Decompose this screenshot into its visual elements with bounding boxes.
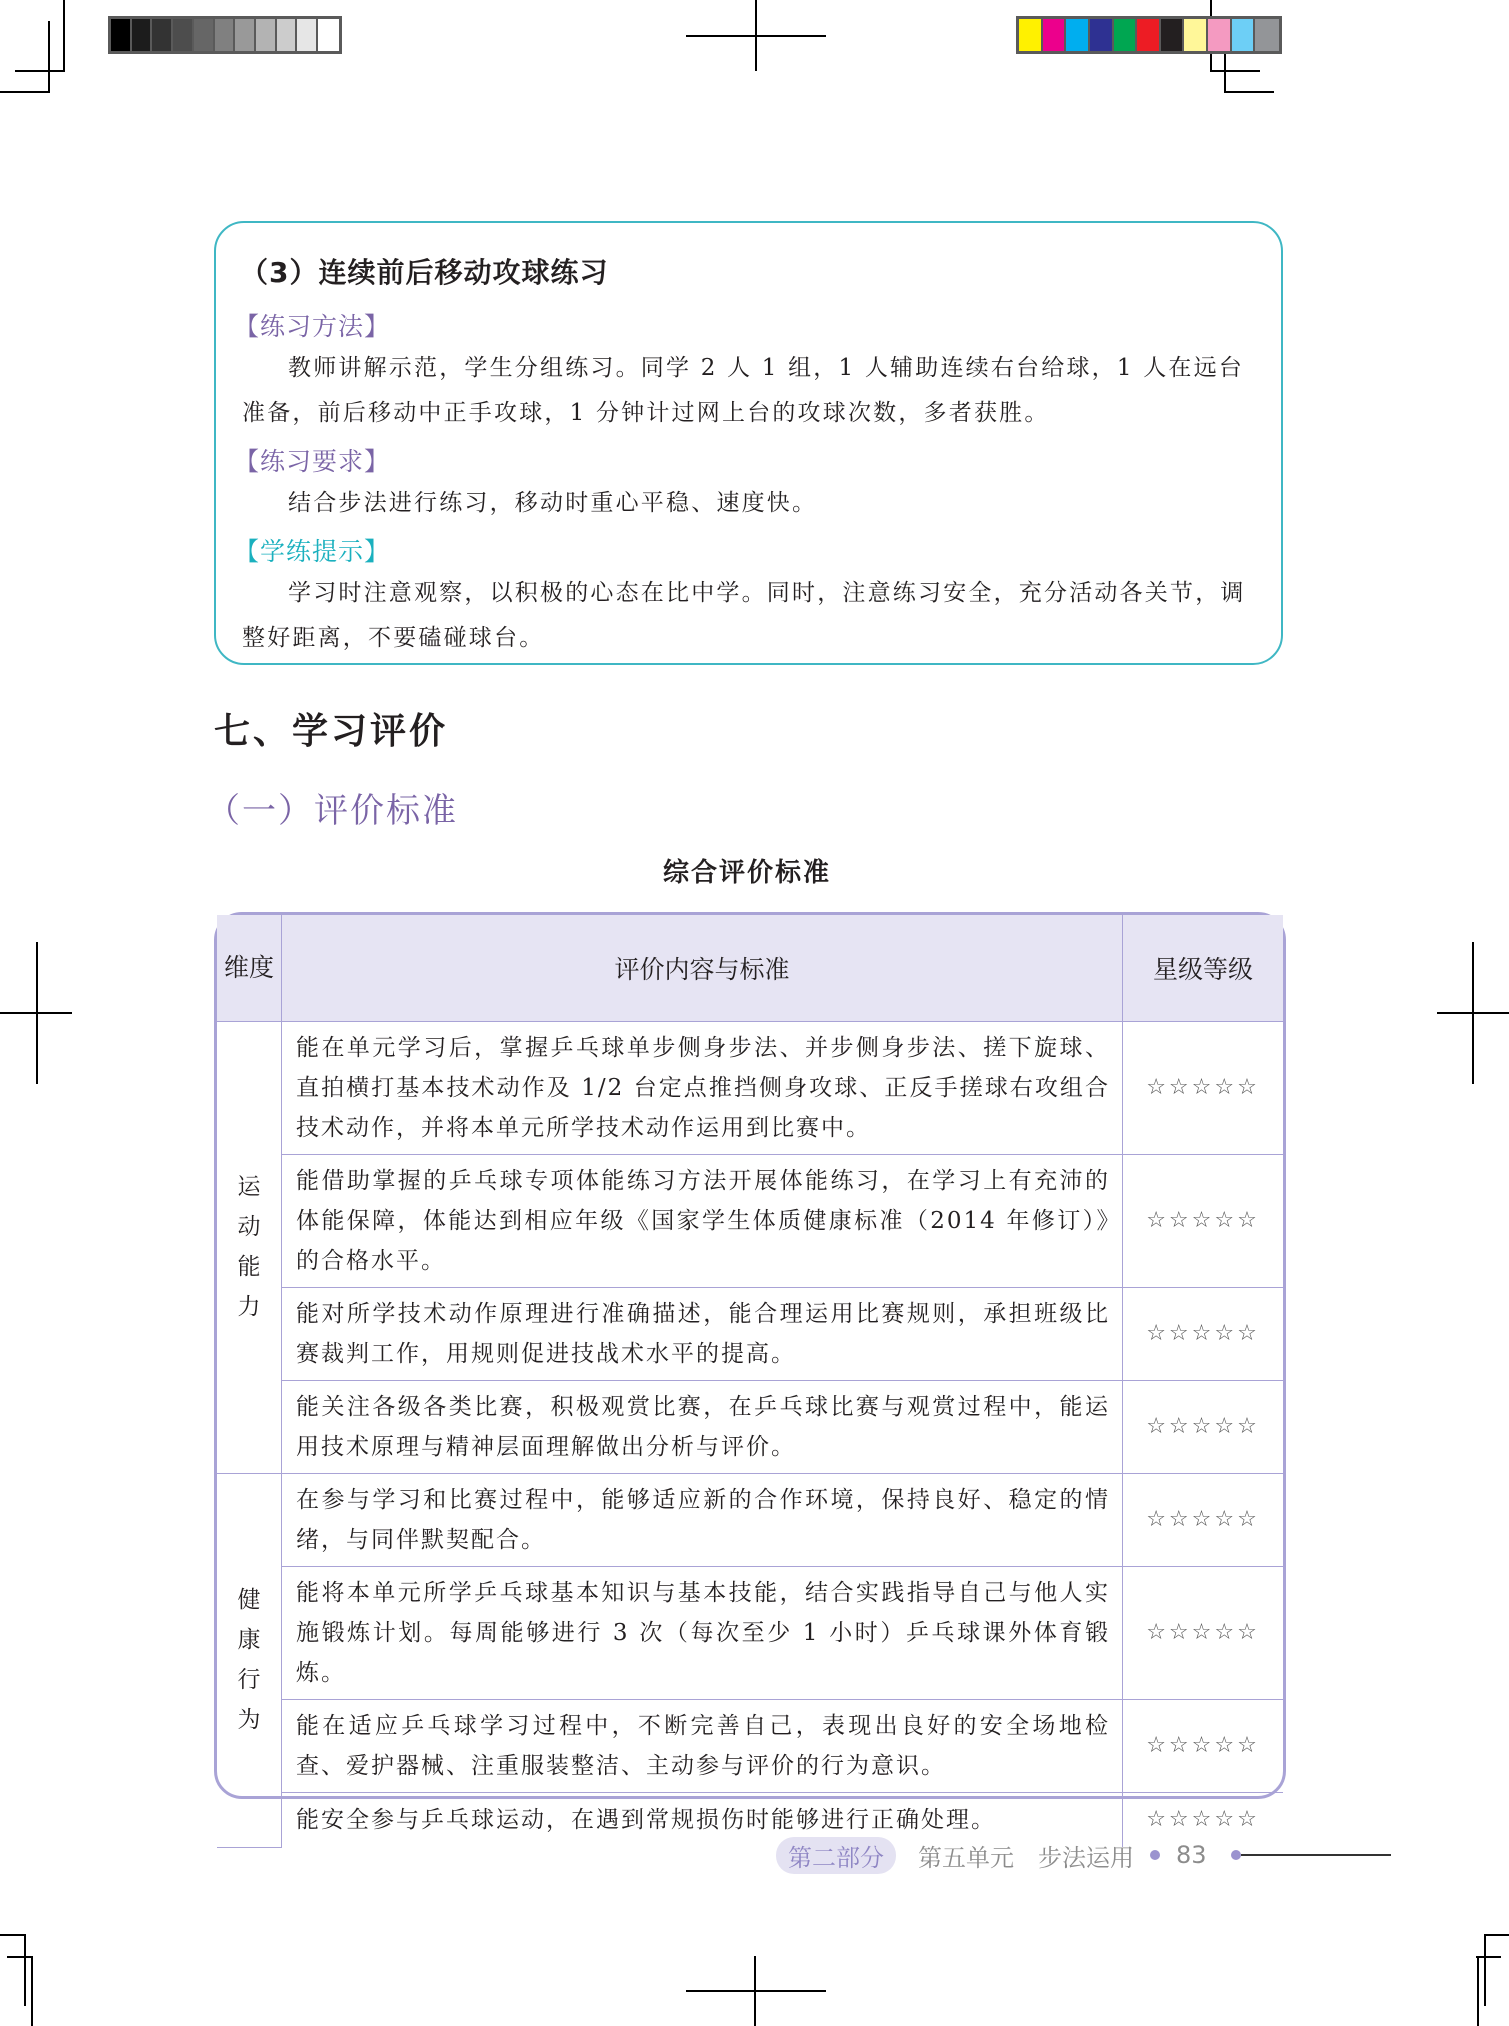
footer-topic: 步法运用 [1038, 1843, 1134, 1872]
tips-label: 【学练提示】 [234, 537, 391, 566]
tips-text: 学习时注意观察，以积极的心态在比中学。同时，注意练习安全，充分活动各关节，调整好距离，不要磕碰球台。 [242, 580, 1246, 651]
star-rating[interactable]: ☆☆☆☆☆ [1123, 1154, 1284, 1287]
criterion-cell: 能将本单元所学乒乓球基本知识与基本技能，结合实践指导自己与他人实施锻炼计划。每周能够进行 3 次（每次至少 1 小时）乒乓球课外体育锻炼。 [282, 1566, 1123, 1699]
dimension-label: 运动能力 [237, 1174, 261, 1320]
page-number: 83 [1176, 1841, 1207, 1869]
star-rating[interactable]: ☆☆☆☆☆ [1123, 1380, 1284, 1473]
color-swatch [1114, 19, 1138, 51]
table-row [217, 1473, 1283, 1566]
color-swatch [1184, 19, 1208, 51]
color-swatch [256, 19, 277, 51]
criterion-cell: 能关注各级各类比赛，积极观赏比赛，在乒乓球比赛与观赏过程中，能运用技术原理与精神层面理解做出分析与评价。 [282, 1380, 1123, 1473]
color-swatch [152, 19, 173, 51]
bullet-dot-icon [1150, 1850, 1160, 1860]
criterion-cell: 能对所学技术动作原理进行准确描述，能合理运用比赛规则，承担班级比赛裁判工作，用规则促进技战术水平的提高。 [282, 1287, 1123, 1380]
color-swatch [318, 19, 339, 51]
table-row [217, 1287, 1283, 1380]
star-rating[interactable]: ☆☆☆☆☆ [1123, 1566, 1284, 1699]
dimension-label: 健康行为 [237, 1587, 261, 1733]
criterion-cell: 在参与学习和比赛过程中，能够适应新的合作环境，保持良好、稳定的情绪，与同伴默契配合。 [282, 1473, 1123, 1566]
color-swatch [132, 19, 153, 51]
color-swatch [1255, 19, 1279, 51]
color-calibration-bar [1016, 16, 1282, 54]
bullet-dot-icon [1231, 1850, 1241, 1860]
star-rating[interactable]: ☆☆☆☆☆ [1123, 1287, 1284, 1380]
star-rating[interactable]: ☆☆☆☆☆ [1123, 1699, 1284, 1792]
requirement-text: 结合步法进行练习，移动时重心平稳、速度快。 [288, 490, 818, 516]
evaluation-table [214, 912, 1286, 1833]
section-title: 七、学习评价 [214, 710, 449, 752]
color-swatch [1232, 19, 1256, 51]
criterion-cell: 能在适应乒乓球学习过程中，不断完善自己，表现出良好的安全场地检查、爱护器械、注重服装整洁、主动参与评价的行为意识。 [282, 1699, 1123, 1792]
footer-part-badge: 第二部分 [776, 1837, 896, 1874]
criterion-cell: 能借助掌握的乒乓球专项体能练习方法开展体能练习，在学习上有充沛的体能保障，体能达到相应年级《国家学生体质健康标准（2014 年修订）》的合格水平。 [282, 1154, 1123, 1287]
table-row [217, 1699, 1283, 1792]
color-swatch [173, 19, 194, 51]
requirement-label: 【练习要求】 [234, 447, 391, 476]
star-rating[interactable]: ☆☆☆☆☆ [1123, 1473, 1284, 1566]
color-swatch [1161, 19, 1185, 51]
color-swatch [1137, 19, 1161, 51]
header-stars: 星级等级 [1123, 915, 1284, 1021]
criterion-cell: 能安全参与乒乓球运动，在遇到常规损伤时能够进行正确处理。 [282, 1792, 1123, 1847]
footer-unit: 第五单元 [918, 1843, 1014, 1872]
dimension-cell [217, 1473, 282, 1847]
practice-title: （3）连续前后移动攻球练习 [240, 256, 609, 289]
color-swatch [235, 19, 256, 51]
grayscale-calibration-bar [108, 16, 342, 54]
table-caption [0, 852, 1509, 889]
table-row [217, 1380, 1283, 1473]
color-swatch [1208, 19, 1232, 51]
color-swatch [1066, 19, 1090, 51]
color-swatch [215, 19, 236, 51]
header-content: 评价内容与标准 [282, 915, 1123, 1021]
color-swatch [1043, 19, 1067, 51]
method-text: 教师讲解示范，学生分组练习。同学 2 人 1 组，1 人辅助连续右台给球，1 人在远台准备，前后移动中正手攻球，1 分钟计过网上台的攻球次数，多者获胜。 [242, 355, 1244, 426]
footer-rule [1241, 1854, 1391, 1856]
color-swatch [1019, 19, 1043, 51]
table-header-row [217, 915, 1283, 1021]
practice-box [214, 221, 1283, 665]
dimension-cell [217, 1021, 282, 1473]
page-footer [776, 1838, 1391, 1872]
color-swatch [194, 19, 215, 51]
criterion-cell: 能在单元学习后，掌握乒乓球单步侧身步法、并步侧身步法、搓下旋球、直拍横打基本技术动作及 1/2 台定点推挡侧身攻球、正反手搓球右攻组合技术动作，并将本单元所学技术动作运用到比赛中。 [282, 1021, 1123, 1154]
method-label: 【练习方法】 [234, 312, 391, 341]
color-swatch [111, 19, 132, 51]
table-caption-text: 综合评价标准 [662, 858, 831, 888]
star-rating[interactable]: ☆☆☆☆☆ [1123, 1792, 1284, 1847]
table-row [217, 1021, 1283, 1154]
star-rating[interactable]: ☆☆☆☆☆ [1123, 1021, 1284, 1154]
table-row [217, 1154, 1283, 1287]
color-swatch [277, 19, 298, 51]
color-swatch [297, 19, 318, 51]
table-row [217, 1566, 1283, 1699]
header-dimension: 维度 [217, 915, 282, 1021]
section-subtitle: （一）评价标准 [206, 791, 458, 831]
color-swatch [1090, 19, 1114, 51]
